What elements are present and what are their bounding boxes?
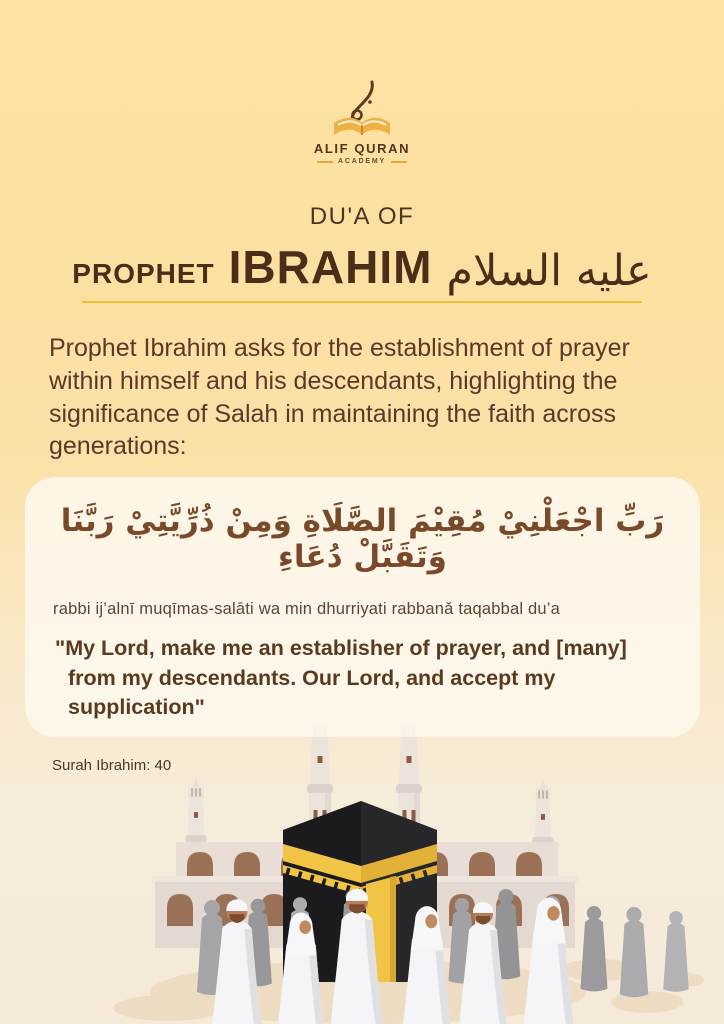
- brand-logo: [0, 80, 724, 165]
- dua-card: [25, 477, 700, 737]
- arabic-calligraphy-icon: [352, 82, 372, 121]
- gold-dash-left: [317, 161, 333, 163]
- title-arabic-honorific: عليه السلام: [446, 246, 652, 296]
- page-title: [0, 240, 724, 294]
- brand-name: ALIF QURAN: [313, 141, 411, 156]
- intro-paragraph: Prophet Ibrahim asks for the establishment of prayer within himself and his descendants, highlighting the significance of Salah in maintaining the faith across generations:: [49, 334, 630, 461]
- brand-subtitle-row: [317, 158, 407, 165]
- gold-dash-right: [391, 161, 407, 163]
- brand-subtitle: ACADEMY: [338, 158, 386, 165]
- surah-reference: Surah Ibrahim: 40: [52, 757, 172, 774]
- dua-kicker: DU'A OF: [309, 203, 415, 230]
- title-ibrahim: IBRAHIM: [228, 241, 433, 293]
- title-prophet: PROPHET: [72, 258, 215, 289]
- dua-transliteration: rabbi ij’alnī muqīmas-salāti wa min dhurriyati rabbanǎ taqabbal du’a: [53, 600, 561, 618]
- logo-graphic: [326, 80, 398, 138]
- dua-arabic-text: رَبِّ اجْعَلْنِيْ مُقِيْمَ الصَّلَاةِ وَمِنْ ذُرِّيَّتِيْ رَبَّنَا وَتَقَبَّلْ دُعَاءِ: [60, 503, 665, 575]
- dua-translation: "My Lord, make me an establisher of prayer, and [many] from my descendants. Our Lord, and accept my supplication": [55, 636, 627, 720]
- open-book-icon: [334, 118, 390, 135]
- title-underline: [82, 301, 642, 303]
